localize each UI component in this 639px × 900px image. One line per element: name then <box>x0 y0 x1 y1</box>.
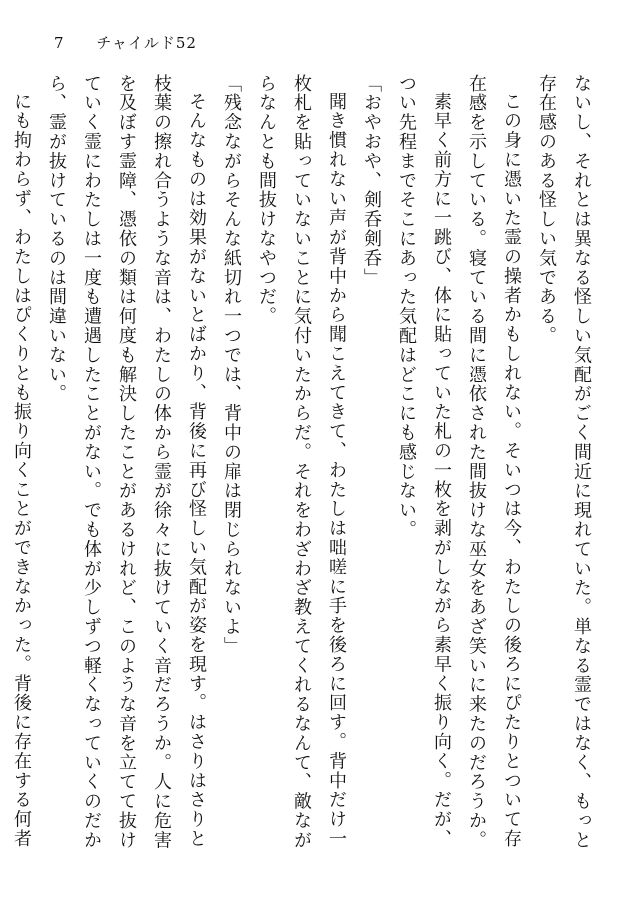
page-header <box>54 32 197 53</box>
paragraph: そんなものは効果がないとばかり、背後に再び怪しい気配が姿を現す。はさりはさりと枝葉の擦れ合うような音は、わたしの体から霊が徐々に抜けていく音だろうか。人に危害を及ぼす霊障、憑依の類は何度も解決したことがあるけれど、このような音を立てて抜けていく霊にわたしは一度も遭遇したことがない。でも体が少しずつ軽くなっていくのだから、霊が抜けているのは間違いない。 <box>46 74 207 850</box>
paragraph: ないし、それとは異なる怪しい気配がごく間近に現れていた。単なる霊ではなく、もっと存在感のある怪しい気である。 <box>536 74 592 850</box>
running-title: チャイルド52 <box>96 34 197 52</box>
paragraph: 聞き慣れない声が背中から聞こえてきて、わたしは咄嗟に手を後ろに回す。背中だけ一枚札を貼っていないことに気付いたからだ。それをわざわざ教えてくれるなんて、敵ながらなんとも間抜けなやつだ。 <box>256 74 347 850</box>
paragraph: 素早く前方に一跳び、体に貼っていた札の一枚を剥がしながら素早く振り向く。だが、つい先程までそこにあった気配はどこにも感じない。 <box>396 74 452 849</box>
paragraph: にも拘わらず、わたしはぴくりとも振り向くことができなかった。背後に存在する何者 <box>11 92 32 849</box>
vertical-body-text <box>11 74 599 864</box>
dialogue-line: 「残念ながらそんな紙切れ一つでは、背中の扉は閉じられないよ」 <box>221 74 242 656</box>
paragraph: この身に憑いた霊の操者かもしれない。そいつは今、わたしの後ろにぴたりとついて存在感を示している。寝ている間に憑依された間抜けな巫女をあざ笑いに来たのだろうか。 <box>466 74 522 850</box>
dialogue-line: 「おやおや、剣呑剣呑」 <box>361 74 382 288</box>
page-number: 7 <box>54 34 65 52</box>
